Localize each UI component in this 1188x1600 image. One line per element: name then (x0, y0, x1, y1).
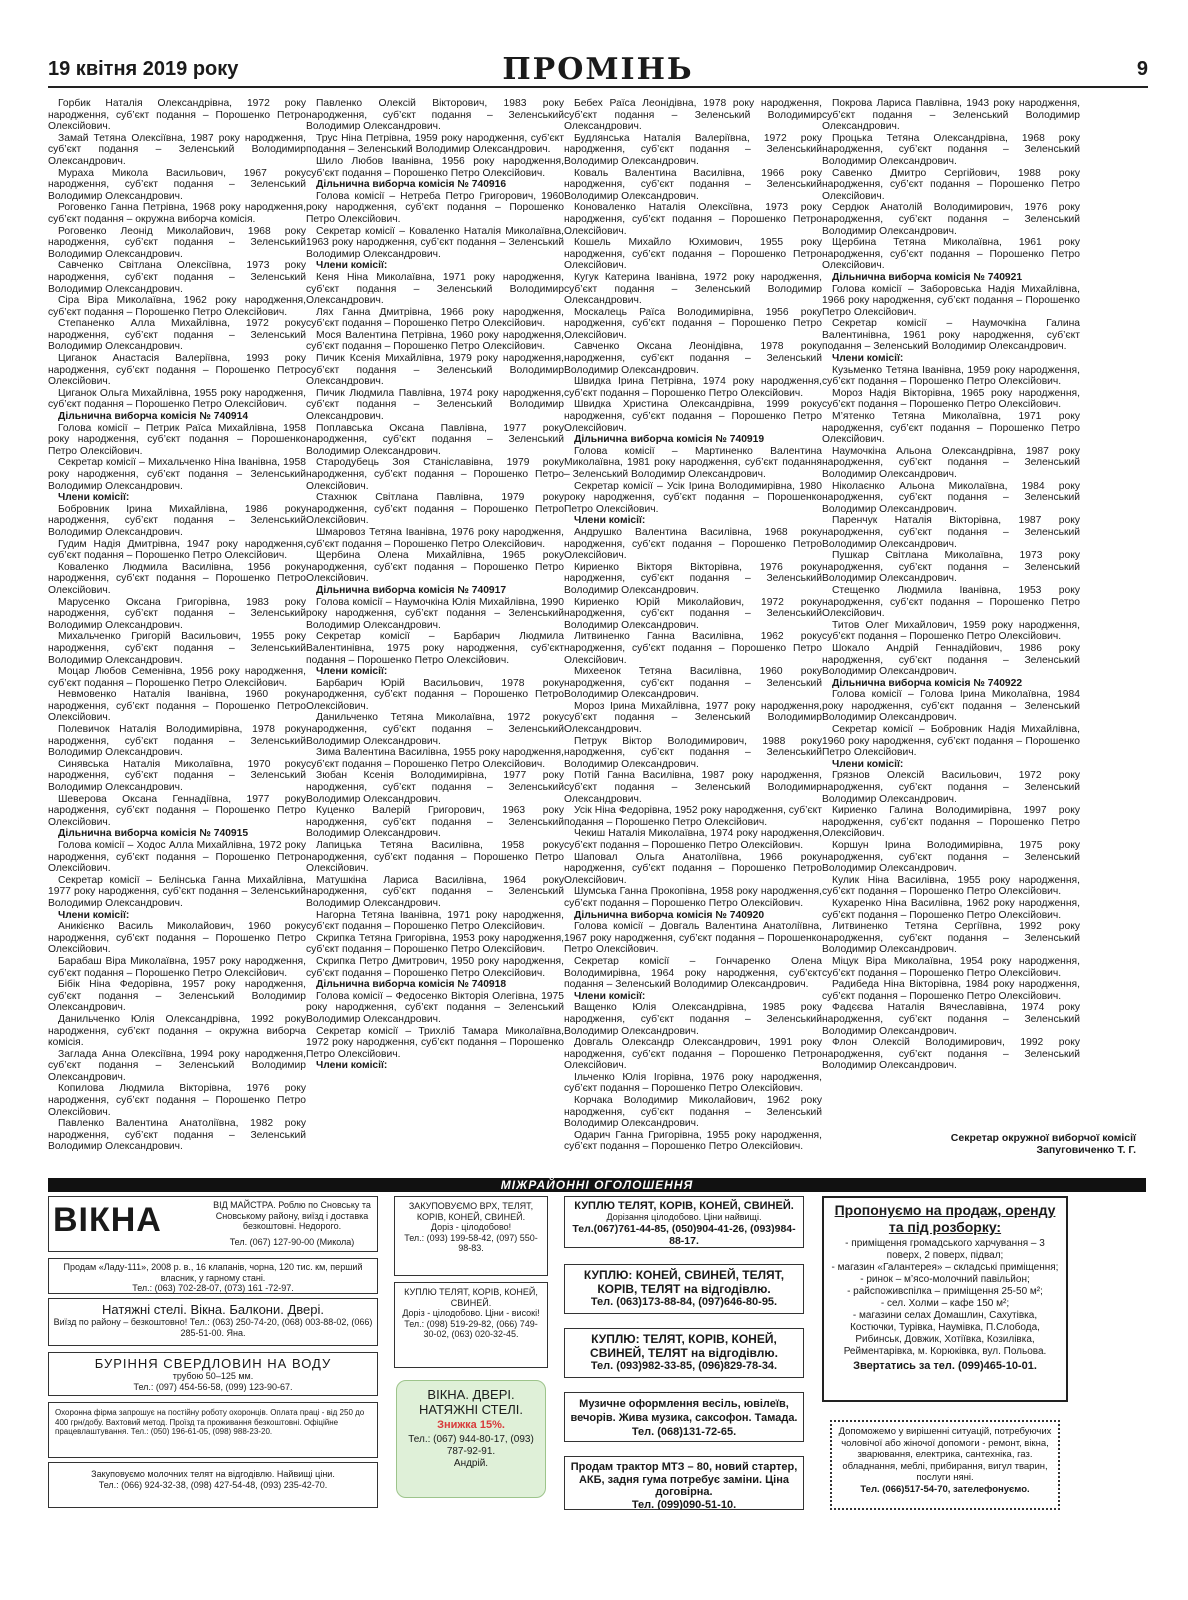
member-entry: Стещенко Людмила Іванівна, 1953 року народження, суб’єкт подання – Порошенко Петро Олексійович. (822, 584, 1080, 620)
section-heading: Члени комісії: (316, 666, 388, 678)
member-entry: Чекиш Наталія Миколаївна, 1974 року народження, суб’єкт подання – Порошенко Петро Олексійович. (564, 828, 822, 851)
ad-kuplyu-1-phone: Тел.(067)761-44-85, (050)904-41-26, (093)984-88-17. (572, 1222, 796, 1247)
member-entry: Михальченко Григорій Васильович, 1955 року народження, суб’єкт подання – Зеленський Володимир Олександрович. (48, 631, 306, 666)
ad-help-text: Допоможемо у вирішенні ситуацій, потребуючих чоловічої або жіночої допомоги - ремонт, вікна, зварювання, електрика, сантехніка, газ. обладнання, меблі, прибирання, вигул тварин, послуги няні. (838, 1426, 1052, 1483)
member-entry: Шило Любов Іванівна, 1956 року народження, суб’єкт подання – Порошенко Петро Олексійович. (306, 155, 564, 179)
member-entry: Сіра Віра Миколаївна, 1962 року народження, суб’єкт подання – Порошенко Петро Олексійович. (48, 295, 306, 318)
member-entry: Шеверова Оксана Геннадіївна, 1977 року народження, суб’єкт подання – Порошенко Петро Олексійович. (48, 793, 306, 828)
member-entry: Павленко Олексій Вікторович, 1983 року народження, суб’єкт подання – Зеленський Володимир Олександрович. (306, 98, 564, 133)
ad-sale-item: - магазини селах Домашлин, Сахутівка, Костючки, Турівка, Наумівка, П.Слобода, Рибинськ, Довжик, Хотіївка, Козилівка, Рейментарівка, м. Корюківка, вул. Польова. (843, 1310, 1047, 1357)
member-entry: Фадєєва Наталія Вячеславівна, 1974 року народження, суб’єкт подання – Зеленський Володимир Олександрович. (822, 1002, 1080, 1037)
section-heading: Члени комісії: (832, 353, 904, 365)
member-entry: Голова комісії – Федосенко Вікторія Олегівна, 1975 року народження, суб’єкт подання – Зеленський Володимир Олександрович. (306, 990, 564, 1025)
member-entry: Секретар комісії – Бобровник Надія Михайлівна, 1960 року народження, суб’єкт подання – Порошенко Петро Олексійович. (822, 724, 1080, 759)
member-entry: Пушкар Світлана Миколаївна, 1973 року народження, суб’єкт подання – Зеленський Володимир Олександрович. (822, 550, 1080, 585)
member-entry: Лях Ганна Дмитрівна, 1966 року народження, суб’єкт подання – Порошенко Петро Олексійович. (306, 306, 564, 330)
member-entry: Нагорна Тетяна Іванівна, 1971 року народження, суб’єкт подання – Порошенко Петро Олексійович. (306, 909, 564, 933)
signature-title: Секретар окружної виборчої комісії (950, 1132, 1136, 1144)
ad-kuplyu-2-title: КУПЛЮ: КОНЕЙ, СВИНЕЙ, ТЕЛЯТ, КОРІВ, ТЕЛЯТ на відгодівлю. (583, 1268, 785, 1296)
member-entry: Голова комісії – Мартиненко Валентина Миколаївна, 1981 року народження, суб’єкт подання – Зеленський Володимир Олександрович. (564, 445, 822, 480)
ad-green-phone: Тел.: (067) 944-80-17, (093) 787-92-91. (408, 1434, 534, 1457)
member-entry: Кеня Ніна Миколаївна, 1971 року народження, суб’єкт подання – Зеленський Володимир Олександрович. (306, 271, 564, 307)
member-entry: Мося Валентина Петрівна, 1960 року народження, суб’єкт подання – Порошенко Петро Олексійович. (306, 329, 564, 353)
member-entry: Ніколаєнко Альона Миколаївна, 1984 року народження, суб’єкт подання – Зеленський Володимир Олександрович. (822, 480, 1080, 515)
member-entry: Щербина Тетяна Миколаївна, 1961 року народження, суб’єкт подання – Порошенко Петро Олексійович. (822, 237, 1080, 272)
ad-vikna-title: ВІКНА (53, 1201, 162, 1239)
member-entry: Зима Валентина Василівна, 1955 року народження, суб’єкт подання – Порошенко Петро Олексійович. (306, 747, 564, 770)
section-heading: Дільнична виборча комісія № 740921 (832, 271, 1023, 283)
section-heading: Дільнична виборча комісія № 740918 (316, 979, 507, 991)
member-entry: Швидка Христина Олександрівна, 1999 року народження, суб’єкт подання – Порошенко Петро Олексійович. (564, 399, 822, 434)
member-entry: Савенко Дмитро Сергійович, 1988 року народження, суб’єкт подання – Порошенко Петро Олексійович. (822, 167, 1080, 202)
ad-sale-phone: Звертатись за тел. (099)465-10-01. (853, 1360, 1037, 1372)
ad-kuplyu-2 (564, 1264, 804, 1314)
member-entry: Процька Тетяна Олександрівна, 1968 року народження, суб’єкт подання – Зеленський Володимир Олександрович. (822, 132, 1080, 167)
member-entry: Полевичок Наталія Володимирівна, 1978 року народження, суб’єкт подання – Зеленський Володимир Олександрович. (48, 724, 306, 759)
member-entry: Литвиненко Тетяна Сергіївна, 1992 року народження, суб’єкт подання – Зеленський Володимир Олександрович. (822, 921, 1080, 956)
ad-sale-title: Пропонуємо на продаж, оренду та під розборку: (834, 1202, 1056, 1235)
member-entry: Замай Тетяна Олексіївна, 1987 року народження, суб’єкт подання – Зеленський Володимир Олександрович. (48, 132, 306, 167)
member-entry: Шаповал Ольга Анатоліївна, 1966 року народження, суб’єкт подання – Порошенко Петро Олексійович. (564, 851, 822, 886)
member-entry: Секретар комісії – Коваленко Наталія Миколаївна, 1963 року народження, суб’єкт подання – Зеленський Володимир Олександрович. (306, 225, 564, 260)
member-entry: Данильченко Юлія Олександрівна, 1992 року народження, суб’єкт подання – окружна виборча комісія. (48, 1013, 306, 1049)
member-entry: Мороз Надія Вікторівна, 1965 року народження, суб’єкт подання – Порошенко Петро Олексійович. (822, 387, 1080, 411)
member-entry: Кириенко Вікторя Вікторівна, 1976 року народження, суб’єкт подання – Зеленський Володимир Олександрович. (564, 561, 822, 596)
ad-vikna-text: ВІД МАЙСТРА. Роблю по Сновську та Сновському району, виїзд і доставка безкоштовні. Недорого. (213, 1200, 371, 1231)
member-entry: Куценко Валерій Григорович, 1963 року народження, суб’єкт подання – Зеленський Володимир Олександрович. (306, 805, 564, 840)
ad-sale-item: - магазин «Галантерея» – складські приміщення; (831, 1262, 1059, 1273)
ad-tractor (564, 1456, 804, 1510)
member-entry: Секретар комісії – Гончаренко Олена Володимирівна, 1964 року народження, суб’єкт подання – Зеленський Володимир Олександрович. (564, 955, 822, 991)
member-entry: Мороз Ірина Михайлівна, 1977 року народження, суб’єкт подання – Зеленський Володимир Олександрович. (564, 700, 822, 736)
ad-kuplyu-1-sub: Дорізання цілодобово. Ціни найвищі. (606, 1212, 762, 1222)
ads-banner (48, 1178, 1146, 1192)
member-entry: Голова комісії – Ходос Алла Михайлівна, 1972 року народження, суб’єкт подання – Порошенко Петро Олексійович. (48, 840, 306, 875)
ad-drilling (48, 1352, 378, 1396)
section-heading: Члени комісії: (832, 758, 904, 770)
ad-kuplyu-2-phone: Тел. (063)173-88-84, (097)646-80-95. (590, 1296, 778, 1308)
ad-drilling-sub: трубою 50–125 мм. (172, 1371, 254, 1381)
ad-kuplyu-1 (564, 1196, 804, 1248)
member-entry: Андрушко Валентина Василівна, 1968 року народження, суб’єкт подання – Порошенко Петро Олексійович. (564, 526, 822, 562)
member-entry: Секретар комісії – Барбарич Людмила Валентинівна, 1975 року народження, суб’єкт подання – Порошенко Петро Олексійович. (306, 631, 564, 666)
ad-buy-calves (394, 1282, 548, 1368)
member-entry: Голова комісії – Нетреба Петро Григорович, 1960 року народження, суб’єкт подання – Порошенко Петро Олексійович. (306, 190, 564, 225)
member-entry: Титов Олег Михайлович, 1959 року народження, суб’єкт подання – Порошенко Петро Олексійович. (822, 619, 1080, 643)
ad-help (830, 1420, 1060, 1510)
member-entry: Флон Олексій Володимирович, 1992 року народження, суб’єкт подання – Зеленський Володимир Олександрович. (822, 1037, 1080, 1072)
ad-tractor-phone: Тел. (099)090-51-10. (631, 1498, 737, 1510)
section-heading: Дільнична виборча комісія № 740917 (316, 584, 507, 596)
member-entry: Скрипка Тетяна Григорівна, 1953 року народження, суб’єкт подання – Порошенко Петро Олексійович. (306, 932, 564, 956)
member-entry: Наумочкіна Альона Олександрівна, 1987 року народження, суб’єкт подання – Зеленський Володимир Олександрович. (822, 445, 1080, 480)
page-header (48, 52, 1148, 88)
member-entry: Голова комісії – Заборовська Надія Михайлівна, 1966 року народження, суб’єкт подання – Порошенко Петро Олексійович. (822, 283, 1080, 318)
ad-drilling-title: БУРІННЯ СВЕРДЛОВИН НА ВОДУ (94, 1356, 332, 1371)
text-column-3 (564, 98, 822, 1172)
ad-buy-vrh-sub: Доріз - цілодобово! (430, 1222, 512, 1232)
member-entry: Аникієнко Василь Миколайович, 1960 року народження, суб’єкт подання – Порошенко Петро Олексійович. (48, 921, 306, 956)
member-entry: Голова комісії – Петрик Раїса Михайлівна, 1958 року народження, суб’єкт подання – Порошенко Петро Олексійович. (48, 422, 306, 457)
member-entry: Голова комісії – Довгаль Валентина Анатоліївна, 1967 року народження, суб’єкт подання – Порошенко Петро Олексійович. (564, 921, 822, 956)
section-heading: Дільнична виборча комісія № 740915 (58, 828, 249, 840)
member-entry: Потій Ганна Василівна, 1987 року народження, суб’єкт подання – Зеленський Володимир Олександрович. (564, 770, 822, 805)
member-entry: Кириенко Галина Володимирівна, 1997 року народження, суб’єкт подання – Порошенко Петро Олексійович. (822, 805, 1080, 840)
ad-lada-phone: Тел.: (063) 702-28-07, (073) 161 -72-97. (132, 1283, 294, 1293)
member-entry: Москалець Раїса Володимирівна, 1956 року народження, суб’єкт подання – Порошенко Петро Олексійович. (564, 306, 822, 341)
ad-green-discount: Знижка 15%. (437, 1419, 505, 1431)
ad-sale-item: - ринок – м’ясо-молочний павільйон; (860, 1274, 1030, 1285)
ad-sale-item: - сел. Холми – кафе 150 м²; (880, 1298, 1010, 1309)
ad-help-phone: Тел. (066)517-54-70, зателефонуємо. (860, 1483, 1030, 1495)
member-entry: Довгаль Олександр Олександрович, 1991 року народження, суб’єкт подання – Порошенко Петро Олексійович. (564, 1037, 822, 1072)
member-entry: Сердюк Анатолій Володимирович, 1976 року народження, суб’єкт подання – Зеленський Володимир Олександрович. (822, 202, 1080, 237)
member-entry: Бобровник Ірина Михайлівна, 1986 року народження, суб’єкт подання – Зеленський Володимир Олександрович. (48, 503, 306, 538)
member-entry: Секретар комісії – Усік Ірина Володимирівна, 1980 року народження, суб’єкт подання – Порошенко Петро Олексійович. (564, 480, 822, 515)
member-entry: Голова комісії – Наумочкіна Юлія Михайлівна, 1990 року народження, суб’єкт подання – Зеленський Володимир Олександрович. (306, 596, 564, 631)
member-entry: М’ятенко Тетяна Миколаївна, 1971 року народження, суб’єкт подання – Порошенко Петро Олексійович. (822, 411, 1080, 446)
ad-guard (48, 1402, 378, 1458)
section-heading: Члени комісії: (574, 515, 646, 527)
section-heading: Дільнична виборча комісія № 740920 (574, 909, 765, 921)
member-entry: Барабаш Віра Миколаївна, 1957 року народження, суб’єкт подання – Порошенко Петро Олексійович. (48, 955, 306, 979)
ad-vikna-phone: Тел. (067) 127-90-00 (Микола) (229, 1237, 355, 1247)
member-entry: Моцар Любов Семенівна, 1956 року народження, суб’єкт подання – Порошенко Петро Олексійович. (48, 666, 306, 689)
member-entry: Стародубець Зоя Станіславівна, 1979 року народження, суб’єкт подання – Порошенко Петро Олексійович. (306, 457, 564, 492)
member-entry: Кошель Михайло Юхимович, 1955 року народження, суб’єкт подання – Порошенко Петро Олексійович. (564, 237, 822, 272)
section-heading: Члени комісії: (58, 492, 130, 504)
page-number: 9 (1136, 58, 1148, 80)
member-entry: Кухаренко Ніна Василівна, 1962 року народження, суб’єкт подання – Порошенко Петро Олексійович. (822, 897, 1080, 921)
text-column-4 (822, 98, 1080, 1128)
member-entry: Одарич Ганна Григорівна, 1955 року народження, суб’єкт подання – Порошенко Петро Олексійович. (564, 1129, 822, 1153)
ad-buy-vrh-text: ЗАКУПОВУЄМО ВРХ, ТЕЛЯТ, КОРІВ, КОНЕЙ, СВИНЕЙ. (408, 1201, 534, 1222)
ad-sale-items (830, 1238, 1060, 1358)
member-entry: Грязнов Олексій Васильович, 1972 року народження, суб’єкт подання – Зеленський Володимир Олександрович. (822, 770, 1080, 805)
member-entry: Роговенко Ганна Петрівна, 1968 року народження, суб’єкт подання – окружна виборча комісія. (48, 202, 306, 225)
signature-name: Запуговиченко Т. Г. (1036, 1144, 1136, 1156)
member-entry: Корчака Володимир Миколайович, 1962 року народження, суб’єкт подання – Зеленський Володимир Олександрович. (564, 1095, 822, 1130)
ad-buy-calves-phone: Тел.: (098) 519-29-82, (066) 749-30-02, (063) 020-32-45. (404, 1318, 538, 1339)
member-entry: Пичик Ксенія Михайлівна, 1979 року народження, суб’єкт подання – Зеленський Володимир Олександрович. (306, 353, 564, 388)
ad-kuplyu-3-phone: Тел. (093)982-33-85, (096)829-78-34. (590, 1360, 778, 1372)
member-entry: Стахнюк Світлана Павлівна, 1979 року народження, суб’єкт подання – Порошенко Петро Олексійович. (306, 492, 564, 527)
member-entry: Паренчук Наталія Вікторівна, 1987 року народження, суб’єкт подання – Зеленський Володимир Олександрович. (822, 515, 1080, 550)
member-entry: Лапицька Тетяна Василівна, 1958 року народження, суб’єкт подання – Порошенко Петро Олексійович. (306, 840, 564, 875)
member-entry: Бебех Раїса Леонідівна, 1978 року народження, суб’єкт подання – Зеленський Володимир Олександрович. (564, 98, 822, 133)
member-entry: Шмаровоз Тетяна Іванівна, 1976 року народження, суб’єкт подання – Порошенко Петро Олексійович. (306, 526, 564, 550)
ad-lada (48, 1258, 378, 1294)
member-entry: Ващенко Юлія Олександрівна, 1985 року народження, суб’єкт подання – Зеленський Володимир Олександрович. (564, 1002, 822, 1037)
member-entry: Заглада Анна Олексіївна, 1994 року народження, суб’єкт подання – Зеленський Володимир Олександрович. (48, 1048, 306, 1083)
section-heading: Дільнична виборча комісія № 740916 (316, 179, 507, 191)
member-entry: Пичик Людмила Павлівна, 1974 року народження, суб’єкт подання – Зеленський Володимир Олександрович. (306, 387, 564, 423)
member-entry: Невмовенко Наталія Іванівна, 1960 року народження, суб’єкт подання – Порошенко Петро Олексійович. (48, 689, 306, 724)
member-entry: Секретар комісії – Наумочкіна Галина Валентинівна, 1961 року народження, суб’єкт подання – Зеленський Володимир Олександрович. (822, 318, 1080, 353)
member-entry: Циганок Ольга Михайлівна, 1955 року народження, суб’єкт подання – Порошенко Петро Олексійович. (48, 387, 306, 411)
section-heading: Дільнична виборча комісія № 740922 (832, 677, 1023, 689)
member-entry: Секретар комісії – Трихліб Тамара Миколаївна, 1972 року народження, суб’єкт подання – Порошенко Петро Олексійович. (306, 1025, 564, 1060)
section-heading: Члени комісії: (316, 1060, 388, 1072)
member-entry: Петрук Віктор Володимирович, 1988 року народження, суб’єкт подання – Зеленський Володимир Олександрович. (564, 735, 822, 770)
member-entry: Гудим Надія Дмитрівна, 1947 року народження, суб’єкт подання – Порошенко Петро Олексійович. (48, 538, 306, 562)
member-entry: Кулик Ніна Василівна, 1955 року народження, суб’єкт подання – Порошенко Петро Олексійович. (822, 874, 1080, 898)
member-entry: Матушкіна Лариса Василівна, 1964 року народження, суб’єкт подання – Зеленський Володимир Олександрович. (306, 874, 564, 909)
ad-buy-vrh-phone: Тел.: (093) 199-58-42, (097) 550-98-83. (404, 1232, 538, 1253)
member-entry: Скрипка Петро Дмитрович, 1950 року народження, суб’єкт подання – Порошенко Петро Олексійович. (306, 955, 564, 979)
section-heading: Члени комісії: (58, 909, 130, 921)
ad-calves-phone: Тел.: (066) 924-32-38, (098) 427-54-48, (093) 235-42-70. (98, 1479, 328, 1490)
member-entry: Марусенко Оксана Григорівна, 1983 року народження, суб’єкт подання – Зеленський Володимир Олександрович. (48, 596, 306, 631)
member-entry: Кузьменко Тетяна Іванівна, 1959 року народження, суб’єкт подання – Порошенко Петро Олексійович. (822, 364, 1080, 388)
member-entry: Кугук Катерина Іванівна, 1972 року народження, суб’єкт подання – Зеленський Володимир Олександрович. (564, 271, 822, 307)
ad-sale-offer (822, 1196, 1068, 1402)
ad-sale-item: - райспоживспілка – приміщення 25-50 м²; (847, 1286, 1043, 1297)
member-entry: Голова комісії – Голова Ірина Миколаївна, 1984 року народження, суб’єкт подання – Зеленський Володимир Олександрович. (822, 689, 1080, 724)
member-entry: Поплавська Оксана Павлівна, 1977 року народження, суб’єкт подання – Зеленський Володимир Олександрович. (306, 422, 564, 457)
member-entry: Данильченко Тетяна Миколаївна, 1972 року народження, суб’єкт подання – Зеленський Володимир Олександрович. (306, 712, 564, 747)
member-entry: Коршун Ірина Володимирівна, 1975 року народження, суб’єкт подання – Зеленський Володимир Олександрович. (822, 840, 1080, 875)
member-entry: Коваленко Людмила Василівна, 1956 року народження, суб’єкт подання – Порошенко Петро Олексійович. (48, 561, 306, 596)
member-entry: Швидка Ірина Петрівна, 1974 року народження, суб’єкт подання – Порошенко Петро Олексійович. (564, 376, 822, 399)
member-entry: Секретар комісії – Михальченко Ніна Іванівна, 1958 року народження, суб’єкт подання – Зеленський Володимир Олександрович. (48, 457, 306, 492)
ad-calves-text: Закуповуємо молочних телят на відгодівлю. Найвищі ціни. (91, 1469, 335, 1479)
ad-green-name: Андрій. (453, 1458, 489, 1469)
ad-calves (48, 1462, 378, 1508)
ad-lada-text: Продам «Ладу-111», 2008 р. в., 16 клапанів, чорна, 120 тис. км, перший власник, у гарному стані. (63, 1262, 363, 1283)
member-entry: Барбарич Юрій Васильович, 1978 року народження, суб’єкт подання – Порошенко Петро Олексійович. (306, 677, 564, 712)
text-column-1 (48, 98, 306, 1172)
member-entry: Міцук Віра Миколаївна, 1954 року народження, суб’єкт подання – Порошенко Петро Олексійович. (822, 955, 1080, 979)
ad-buy-vrh (394, 1196, 548, 1276)
section-heading: Члени комісії: (316, 260, 388, 272)
ad-drilling-phone: Тел.: (097) 454-56-58, (099) 123-90-67. (133, 1381, 293, 1392)
member-entry: Трус Ніна Петрівна, 1959 року народження, суб’єкт подання – Зеленський Володимир Олександрович. (306, 132, 564, 156)
member-entry: Усік Ніна Федорівна, 1952 року народження, суб’єкт подання – Порошенко Петро Олексійович. (564, 805, 822, 828)
issue-date: 19 квітня 2019 року (48, 58, 239, 80)
section-heading: Члени комісії: (574, 990, 646, 1002)
ad-kuplyu-3 (564, 1328, 804, 1378)
member-entry: Циганок Анастасія Валеріївна, 1993 року народження, суб’єкт подання – Порошенко Петро Олексійович. (48, 353, 306, 388)
member-entry: Мураха Микола Васильович, 1967 року народження, суб’єкт подання – Зеленський Володимир Олександрович. (48, 167, 306, 202)
member-entry: Радибеда Ніна Вікторівна, 1984 року народження, суб’єкт подання – Порошенко Петро Олексійович. (822, 979, 1080, 1002)
ad-steli-title: Натяжні стелі. Вікна. Балкони. Двері. (102, 1302, 324, 1317)
member-entry: Копилова Людмила Вікторівна, 1976 року народження, суб’єкт подання – Порошенко Петро Олексійович. (48, 1083, 306, 1118)
ad-music (564, 1392, 804, 1442)
section-heading: Дільнична виборча комісія № 740919 (574, 434, 765, 446)
ad-buy-calves-text: КУПЛЮ ТЕЛЯТ, КОРІВ, КОНЕЙ, СВИНЕЙ. (404, 1287, 538, 1308)
member-entry: Павленко Валентина Анатоліївна, 1982 року народження, суб’єкт подання – Зеленський Володимир Олександрович. (48, 1118, 306, 1153)
text-column-2 (306, 98, 564, 1172)
member-entry: Михеенок Тетяна Василівна, 1960 року народження, суб’єкт подання – Зеленський Володимир Олександрович. (564, 666, 822, 701)
member-entry: Литвиненко Ганна Василівна, 1962 року народження, суб’єкт подання – Порошенко Петро Олексійович. (564, 631, 822, 666)
ad-kuplyu-3-title: КУПЛЮ: ТЕЛЯТ, КОРІВ, КОНЕЙ, СВИНЕЙ, ТЕЛЯТ на відгодівлю. (590, 1332, 778, 1360)
member-entry: Савченко Оксана Леонідівна, 1978 року народження, суб’єкт подання – Зеленський Володимир Олександрович. (564, 341, 822, 376)
member-entry: Будлянська Наталія Валеріївна, 1972 року народження, суб’єкт подання – Зеленський Володимир Олександрович. (564, 132, 822, 167)
member-entry: Коноваленко Наталія Олексіївна, 1973 року народження, суб’єкт подання – Порошенко Петро Олексійович. (564, 202, 822, 237)
member-entry: Горбик Наталія Олександрівна, 1972 року народження, суб’єкт подання – Порошенко Петро Олексійович. (48, 98, 306, 133)
member-entry: Савченко Світлана Олексіївна, 1973 року народження, суб’єкт подання – Зеленський Володимир Олександрович. (48, 260, 306, 295)
member-entry: Коваль Валентина Василівна, 1966 року народження, суб’єкт подання – Зеленський Володимир Олександрович. (564, 167, 822, 202)
ad-steli (48, 1298, 378, 1346)
member-entry: Шумська Ганна Прокопівна, 1958 року народження, суб’єкт подання – Порошенко Петро Олексійович. (564, 886, 822, 909)
ad-buy-calves-sub: Доріз - цілодобово. Ціни - високі! (402, 1308, 540, 1318)
section-heading: Дільнична виборча комісія № 740914 (58, 411, 249, 423)
ad-kuplyu-1-title: КУПЛЮ ТЕЛЯТ, КОРІВ, КОНЕЙ, СВИНЕЙ. (574, 1200, 794, 1212)
member-entry: Зюбан Ксенія Володимирівна, 1977 року народження, суб’єкт подання – Зеленський Володимир Олександрович. (306, 770, 564, 805)
member-entry: Покрова Лариса Павлівна, 1943 року народження, суб’єкт подання – Зеленський Володимир Олександрович. (822, 98, 1080, 133)
newspaper-title: ПРОМІНЬ (502, 52, 694, 87)
ad-steli-text: Виїзд по району – безкоштовно! Тел.: (063) 250-74-20, (068) 003-88-02, (066) 285-51-00. Яна. (53, 1317, 373, 1338)
ads-banner-title: МІЖРАЙОННІ ОГОЛОШЕННЯ (500, 1178, 694, 1192)
ad-guard-text: Охоронна фірма запрошує на постійну роботу охоронців. Оплата праці - від 250 до 400 грн/добу. Вахтовий метод. Проїзд та проживання безкоштовні. Офіційне працевлаштування. Тел.: (050) 196-61-05, (098) 988-23-20. (55, 1408, 365, 1436)
ad-tractor-text: Продам трактор МТЗ – 80, новий стартер, АКБ, задня гума потребує заміни. Ціна договірна. (570, 1461, 798, 1498)
member-entry: Щербина Олена Михайлівна, 1965 року народження, суб’єкт подання – Порошенко Петро Олексійович. (306, 550, 564, 585)
ad-vikna (48, 1196, 378, 1252)
member-entry: Роговенко Леонід Миколайович, 1968 року народження, суб’єкт подання – Зеленський Володимир Олександрович. (48, 225, 306, 260)
member-entry: Ільченко Юлія Ігорівна, 1976 року народження, суб’єкт подання – Порошенко Петро Олексійович. (564, 1071, 822, 1095)
signature-block (836, 1132, 1136, 1156)
member-entry: Секретар комісії – Белінська Ганна Михайлівна, 1977 року народження, суб’єкт подання – Зеленський Володимир Олександрович. (48, 874, 306, 909)
member-entry: Степаненко Алла Михайлівна, 1972 року народження, суб’єкт подання – Зеленський Володимир Олександрович. (48, 318, 306, 353)
member-entry: Шокало Андрій Геннадійович, 1986 року народження, суб’єкт подання – Зеленський Володимир Олександрович. (822, 642, 1080, 678)
member-entry: Кириенко Юрій Миколайович, 1972 року народження, суб’єкт подання – Зеленський Володимир Олександрович. (564, 596, 822, 631)
member-entry: Синявська Наталія Миколаївна, 1970 року народження, суб’єкт подання – Зеленський Володимир Олександрович. (48, 758, 306, 794)
ad-green-windows (396, 1380, 546, 1498)
ad-green-title: ВІКНА. ДВЕРІ. НАТЯЖНІ СТЕЛІ. (418, 1387, 524, 1417)
ad-sale-item: - приміщення громадського харчування – 3 поверх, 2 поверх, підвал; (845, 1238, 1045, 1261)
ad-music-text: Музичне оформлення весіль, ювілеїв, вечорів. Жива музика, саксофон. Тамада. Тел. (068)131-72-65. (570, 1398, 798, 1438)
member-entry: Бібік Ніна Федорівна, 1957 року народження, суб’єкт подання – Зеленський Володимир Олександрович. (48, 979, 306, 1014)
